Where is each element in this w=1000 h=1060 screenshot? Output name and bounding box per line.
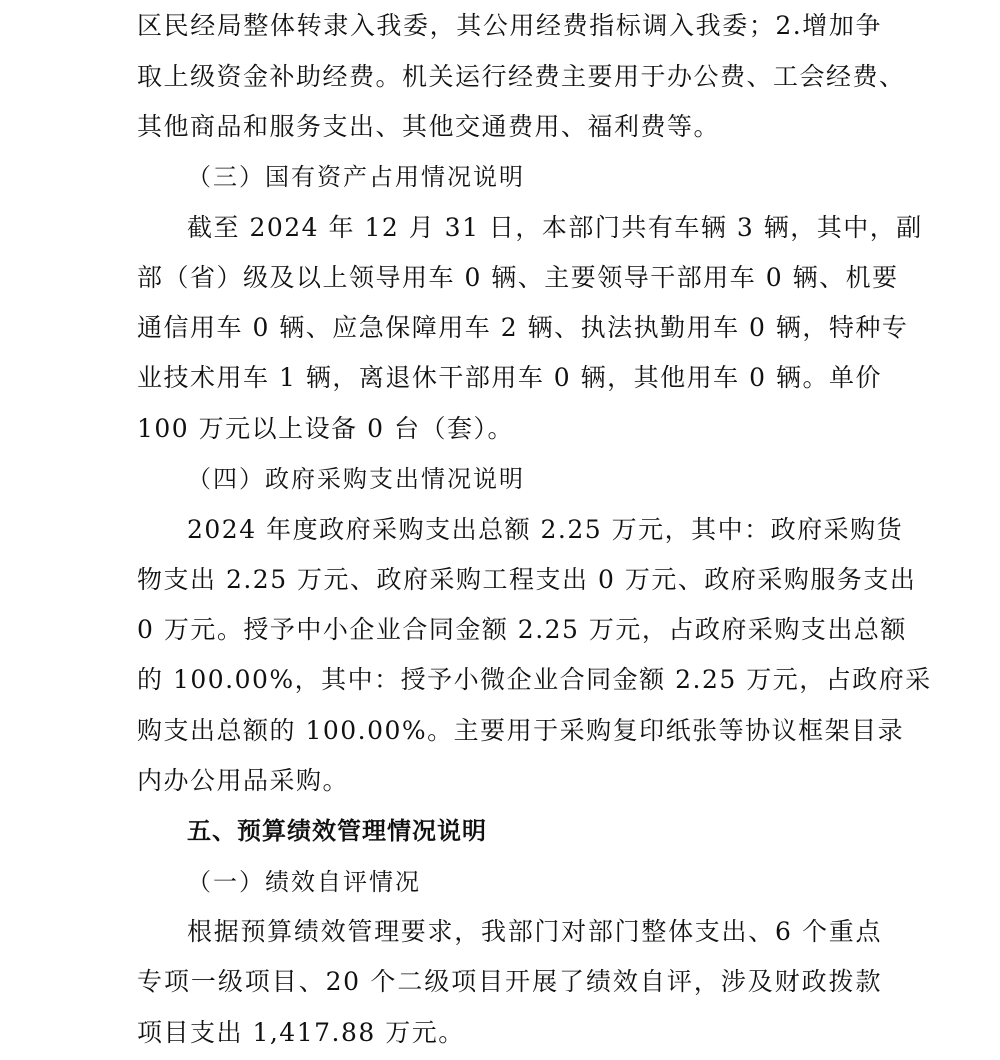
section-heading-self-evaluation: （一）绩效自评情况	[187, 868, 421, 896]
text-line: 0 万元。授予中小企业合同金额 2.25 万元，占政府采购支出总额	[137, 615, 907, 644]
text-line: 取上级资金补助经费。机关运行经费主要用于办公费、工会经费、	[137, 62, 906, 91]
text-line: 专项一级项目、20 个二级项目开展了绩效自评，涉及财政拨款	[137, 967, 882, 996]
text-line: 其他商品和服务支出、其他交通费用、福利费等。	[137, 112, 721, 141]
text-line: 通信用车 0 辆、应急保障用车 2 辆、执法执勤用车 0 辆，特种专	[137, 313, 909, 342]
text-line: 截至 2024 年 12 月 31 日，本部门共有车辆 3 辆，其中，副	[187, 213, 923, 242]
text-line: 2024 年度政府采购支出总额 2.25 万元，其中：政府采购货	[187, 515, 904, 544]
text-line: 业技术用车 1 辆，离退休干部用车 0 辆，其他用车 0 辆。单价	[137, 363, 882, 392]
text-line: 的 100.00%，其中：授予小微企业合同金额 2.25 万元，占政府采	[137, 665, 932, 694]
section-heading-procurement: （四）政府采购支出情况说明	[187, 465, 525, 493]
text-line: 区民经局整体转隶入我委，其公用经费指标调入我委；2.增加争	[137, 11, 882, 40]
chapter-heading-performance: 五、预算绩效管理情况说明	[187, 817, 487, 845]
text-line: 项目支出 1,417.88 万元。	[137, 1018, 465, 1047]
text-line: 购支出总额的 100.00%。主要用于采购复印纸张等协议框架目录	[137, 716, 905, 745]
text-line: 内办公用品采购。	[137, 766, 350, 795]
text-line: 根据预算绩效管理要求，我部门对部门整体支出、6 个重点	[187, 917, 882, 946]
text-line: 100 万元以上设备 0 台（套）。	[137, 414, 514, 443]
text-line: 物支出 2.25 万元、政府采购工程支出 0 万元、政府采购服务支出	[137, 565, 917, 594]
text-line: 部（省）级及以上领导用车 0 辆、主要领导干部用车 0 辆、机要	[137, 263, 899, 292]
section-heading-state-assets: （三）国有资产占用情况说明	[187, 163, 525, 191]
